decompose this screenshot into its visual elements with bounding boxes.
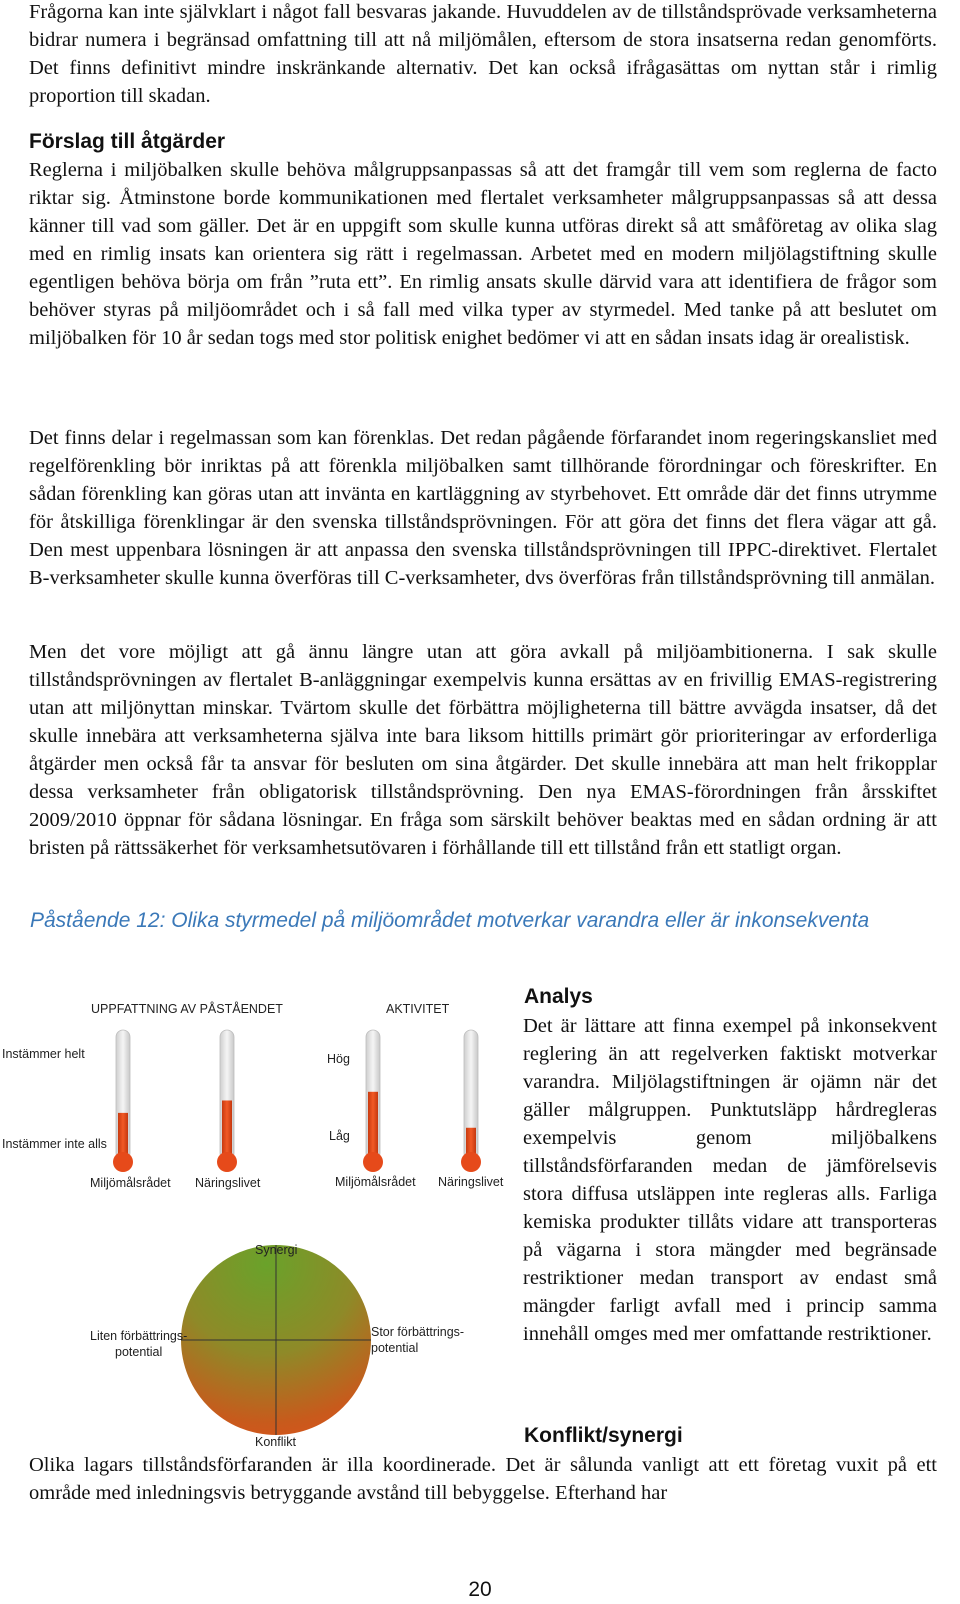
assessment-figure bbox=[0, 990, 515, 1460]
section-heading-proposals: Förslag till åtgärder bbox=[29, 130, 226, 153]
perception-title: UPPFATTNING AV PÅSTÅENDET bbox=[91, 1002, 283, 1016]
synergy-label: Synergi bbox=[255, 1243, 298, 1257]
proposals-paragraph-2: Det finns delar i regelmassan som kan förenklas. Det redan pågående förfarandet inom regeringskansliet med regelförenkling bör inriktas på att förenkla miljöbalken samt tillhörande förordningar och föreskrifter. En sådan förenkling kan göras utan att invänta en kartläggning av styrbehovet. Ett område där det finns utrymme för åtskilliga förenklingar är den svenska tillståndsprövningen. För att göra det finns det flera vägar att gå. Den mest uppenbara lösningen är att anpassa den svenska tillståndsprövningen till IPPC-direktivet. Flertalet B-verksamheter skulle kunna överföras till C-verksamheter, dvs överföras från tillståndsprövning till anmälan. bbox=[29, 427, 937, 589]
activity-title: AKTIVITET bbox=[386, 1002, 450, 1016]
conflict-synergy-text: Olika lagars tillståndsförfaranden är illa koordinerade. Det är sålunda vanligt att ett företag vuxit på ett område med inledningsvis betryggande avstånd till bebyggelse. Efterhand har bbox=[29, 1454, 937, 1504]
thermometer-perception-council bbox=[113, 1030, 133, 1172]
conflict-label: Konflikt bbox=[255, 1435, 296, 1449]
page-number: 20 bbox=[468, 1578, 492, 1601]
thermometer-activity-council-level bbox=[368, 1092, 378, 1160]
thermometer-perception-business-level bbox=[222, 1100, 232, 1160]
claim-heading: Påstående 12: Olika styrmedel på miljöområdet motverkar varandra eller är inkonsekventa bbox=[30, 909, 870, 932]
thermometer-activity-council-bulb bbox=[363, 1152, 383, 1172]
agree-fully-label: Instämmer helt bbox=[2, 1047, 85, 1061]
thermometer-activity-council bbox=[363, 1030, 383, 1172]
thermometer-perception-business-bulb bbox=[217, 1152, 237, 1172]
thermo-business-label-1: Näringslivet bbox=[195, 1176, 261, 1190]
intro-paragraph: Frågorna kan inte självklart i något fall besvaras jakande. Huvuddelen av de tillståndsprövade verksamheterna bidrar numera i begränsad omfattning till att nå miljömålen, eftersom de stora insatserna redan genomförts. Det finns definitivt mindre inskränkande alternativ. Det kan också ifrågasättas om nyttan står i rimlig proportion till skadan. bbox=[29, 1, 937, 107]
high-label: Hög bbox=[327, 1052, 350, 1066]
conflict-synergy-heading: Konflikt/synergi bbox=[524, 1424, 683, 1447]
large-potential-label: Stor förbättrings- potential bbox=[371, 1325, 465, 1355]
thermometer-perception-council-bulb bbox=[113, 1152, 133, 1172]
thermometer-perception-business bbox=[217, 1030, 237, 1172]
low-label: Låg bbox=[329, 1129, 350, 1143]
figure-graphics bbox=[0, 990, 515, 1460]
thermo-council-label-2: Miljömålsrådet bbox=[335, 1175, 416, 1189]
analysis-text: Det är lättare att finna exempel på inkonsekvent reglering än att regelverken faktiskt motverkar varandra. Miljölagstiftningen är ojämn när det gäller målgruppen. Punktutsläpp hårdregleras exempelvis genom miljöbalkens tillståndsförfaranden medan de jämförelsevis stora diffusa utsläppen inte regleras alls. Farliga kemiska produkter tillåts vidare att transporteras på vägarna i stora mängder med begränsade restriktioner medan transport av endast små mängder farligt avfall med i princip samma innehåll omges med mer omfattande restriktioner. bbox=[523, 1015, 937, 1345]
agree-not-label: Instämmer inte alls bbox=[2, 1137, 107, 1151]
thermo-council-label-1: Miljömålsrådet bbox=[90, 1176, 171, 1190]
proposals-paragraph-3: Men det vore möjligt att gå ännu längre utan att göra avkall på miljöambitionerna. I sak skulle tillståndsprövningen av flertalet B-anläggningar exempelvis kunna ersättas av en frivillig EMAS-registrering utan att miljönyttan minskar. Tvärtom skulle det förbättra möjligheterna till bättre avvägda insatser, då det skulle innebära att verksamheterna själva inte bara liksom hittills primärt gör prioriteringar av erforderliga åtgärder men också får ta ansvar för besluten om sina åtgärder. Det skulle innebära att man helt frikopplar dessa verksamheter från obligatorisk tillståndsprövning. Den nya EMAS-förordningen från årsskiftet 2009/2010 öppnar för sådana lösningar. En fråga som särskilt behöver beaktas med en sådan ordning är att bristen på rättssäkerhet för verksamhetsutövaren i förhållande till ett tillstånd från ett statligt organ. bbox=[29, 641, 937, 859]
analysis-heading: Analys bbox=[524, 985, 593, 1008]
thermometer-activity-business bbox=[461, 1030, 481, 1172]
small-potential-label: Liten förbättrings- potential bbox=[90, 1329, 188, 1359]
thermo-business-label-2: Näringslivet bbox=[438, 1175, 504, 1189]
proposals-paragraph-1: Reglerna i miljöbalken skulle behöva målgruppsanpassas så att det framgår till vem som reglerna de facto riktar sig. Åtminstone borde kommunikationen med flertalet verksamheter målgruppsanpassas så att dessa känner till vad som gäller. Det är en uppgift som skulle kunna utföras direkt så att småföretag av olika slag med en rimlig insats kan orientera sig rätt i regelmassan. Arbetet med en modern miljölagstiftning skulle egentligen behöva börja om från ”ruta ett”. En rimlig ansats skulle därvid vara att identifiera de frågor som behöver styras på miljöområdet och i så fall med vilka typer av styrmedel. Med tanke på att beslutet om miljöbalken för 10 år sedan togs med stor politisk enighet bedömer vi att en sådan insats idag är orealistisk. bbox=[29, 159, 937, 349]
thermometer-activity-business-bulb bbox=[461, 1152, 481, 1172]
